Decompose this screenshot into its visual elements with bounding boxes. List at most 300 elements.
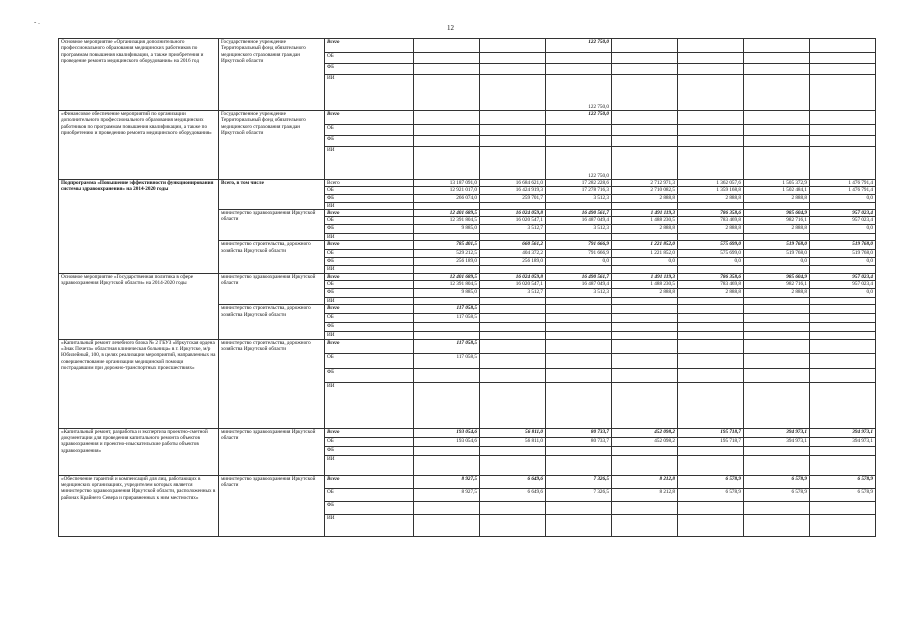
funding-source: Всего [325, 475, 414, 488]
value-cell [744, 298, 810, 305]
value-cell: 957 023,4 [810, 281, 876, 289]
value-cell [744, 446, 810, 455]
value-cell [678, 75, 744, 111]
value-cell [612, 332, 678, 339]
funding-source: Всего [325, 180, 414, 187]
value-cell [678, 64, 744, 75]
value-cell: 1 221 852,0 [612, 241, 678, 250]
funding-source: ОБ [325, 353, 414, 368]
executor-name: Государственное учреждение Территориальный фонд обязательного медицинского страхования граждан Иркутской области [219, 111, 325, 180]
value-cell [480, 501, 546, 514]
value-cell: 6 578,9 [744, 475, 810, 488]
table-row [59, 428, 876, 437]
value-cell [810, 298, 876, 305]
value-cell: 3 512,3 [546, 194, 612, 202]
value-cell [546, 53, 612, 64]
value-cell [678, 234, 744, 241]
funding-source: ИИ [325, 75, 414, 111]
value-cell: 394 973,1 [744, 437, 810, 446]
funding-source: Всего [325, 241, 414, 250]
value-cell [480, 234, 546, 241]
value-cell [744, 136, 810, 147]
value-cell [810, 202, 876, 209]
activity-name: Основное мероприятие «Государственная политика в сфере здравоохранения Иркутской области» на 2014-2020 годы [59, 273, 219, 339]
value-cell [678, 339, 744, 353]
value-cell [744, 332, 810, 339]
value-cell [810, 382, 876, 428]
value-cell [480, 314, 546, 323]
value-cell [546, 323, 612, 332]
executor-name: министерство строительства, дорожного хозяйства Иркутской области [219, 339, 325, 428]
funding-source: Всего [325, 428, 414, 437]
value-cell: 16 424 919,3 [480, 187, 546, 194]
value-cell: 6 578,9 [678, 475, 744, 488]
value-cell [810, 111, 876, 125]
value-cell: 9 885,0 [414, 289, 480, 298]
value-cell [546, 266, 612, 273]
value-cell [546, 125, 612, 136]
value-cell [744, 64, 810, 75]
value-cell: 193 054,6 [414, 428, 480, 437]
value-cell: 17 278 716,3 [546, 187, 612, 194]
value-cell [480, 202, 546, 209]
value-cell [810, 339, 876, 353]
value-cell [612, 234, 678, 241]
value-cell: 2 888,8 [744, 289, 810, 298]
value-cell: 16 490 561,7 [546, 273, 612, 280]
funding-source: ОБ [325, 125, 414, 136]
value-cell: 17 282 228,6 [546, 180, 612, 187]
value-cell [546, 446, 612, 455]
funding-source: ФБ [325, 289, 414, 298]
value-cell: 2 888,8 [744, 194, 810, 202]
executor-name: министерство здравоохранения Иркутской области [219, 475, 325, 536]
value-cell: 2 888,8 [612, 289, 678, 298]
value-cell [612, 202, 678, 209]
value-cell: 117 058,5 [414, 339, 480, 353]
value-cell [678, 53, 744, 64]
value-cell: 8 212,8 [612, 488, 678, 501]
value-cell: 0,0 [678, 258, 744, 266]
value-cell [546, 136, 612, 147]
value-cell: 0,0 [810, 225, 876, 234]
value-cell [414, 125, 480, 136]
table-row [59, 180, 876, 187]
value-cell [612, 53, 678, 64]
value-cell: 1 476 791,4 [810, 180, 876, 187]
value-cell [414, 446, 480, 455]
value-cell: 1 491 119,3 [612, 273, 678, 280]
funding-source: ОБ [325, 314, 414, 323]
funding-source: Всего [325, 273, 414, 280]
value-cell [546, 514, 612, 536]
value-cell: 6 578,9 [810, 488, 876, 501]
value-cell [678, 353, 744, 368]
value-cell [480, 111, 546, 125]
table-row [59, 111, 876, 125]
funding-source: ФБ [325, 323, 414, 332]
table-row [59, 475, 876, 488]
value-cell [480, 305, 546, 314]
value-cell [612, 75, 678, 111]
value-cell [414, 39, 480, 53]
value-cell [810, 75, 876, 111]
value-cell [612, 323, 678, 332]
value-cell [612, 111, 678, 125]
value-cell [744, 39, 810, 53]
value-cell: 2 888,8 [744, 225, 810, 234]
funding-source: ФБ [325, 446, 414, 455]
value-cell: 957 023,4 [810, 217, 876, 225]
value-cell: 13 187 091,0 [414, 180, 480, 187]
value-cell [744, 339, 810, 353]
value-cell [744, 314, 810, 323]
value-cell [546, 298, 612, 305]
activity-name: «Финансовое обеспечение мероприятий по организации дополнительного профессионального образования медицинских работников по программам повышения квалификации, а также по приобретению и проведению ремонта медицинского оборудования» [59, 111, 219, 180]
value-cell [810, 514, 876, 536]
value-cell [414, 455, 480, 475]
value-cell [744, 382, 810, 428]
value-cell [414, 147, 480, 180]
value-cell [678, 266, 744, 273]
value-cell [810, 136, 876, 147]
value-cell [744, 368, 810, 382]
value-cell [744, 323, 810, 332]
value-cell [414, 64, 480, 75]
value-cell [678, 501, 744, 514]
value-cell: 0,0 [810, 194, 876, 202]
funding-source: ИИ [325, 266, 414, 273]
executor-name: министерство здравоохранения Иркутской области [219, 428, 325, 475]
funding-source: ОБ [325, 53, 414, 64]
funding-source: ОБ [325, 187, 414, 194]
value-cell [546, 234, 612, 241]
value-cell: 0,0 [744, 258, 810, 266]
value-cell: 16 487 049,4 [546, 281, 612, 289]
value-cell: 791 666,9 [546, 250, 612, 258]
value-cell [612, 501, 678, 514]
value-cell [546, 353, 612, 368]
value-cell [480, 446, 546, 455]
value-cell [480, 323, 546, 332]
value-cell [810, 64, 876, 75]
value-cell [414, 332, 480, 339]
value-cell [612, 64, 678, 75]
value-cell [678, 323, 744, 332]
value-cell: 2 888,8 [678, 289, 744, 298]
value-cell [810, 314, 876, 323]
value-cell [678, 305, 744, 314]
value-cell [480, 75, 546, 111]
value-cell [414, 323, 480, 332]
funding-source: ФБ [325, 64, 414, 75]
value-cell [810, 332, 876, 339]
value-cell [480, 266, 546, 273]
value-cell: 1 488 230,5 [612, 281, 678, 289]
value-cell: 12 391 804,5 [414, 217, 480, 225]
value-cell [414, 202, 480, 209]
value-cell [678, 298, 744, 305]
value-cell [546, 501, 612, 514]
value-cell [480, 53, 546, 64]
value-cell: 2 888,8 [612, 225, 678, 234]
funding-source: ИИ [325, 514, 414, 536]
value-cell [678, 368, 744, 382]
value-cell: 259 701,7 [480, 194, 546, 202]
value-cell: 6 649,6 [480, 475, 546, 488]
value-cell: 2 888,8 [678, 225, 744, 234]
value-cell: 1 221 852,0 [612, 250, 678, 258]
value-cell: 8 212,8 [612, 475, 678, 488]
value-cell: 122 750,0 [546, 39, 612, 53]
value-cell: 3 512,3 [546, 289, 612, 298]
value-cell [810, 125, 876, 136]
value-cell: 6 578,9 [810, 475, 876, 488]
value-cell [744, 266, 810, 273]
value-cell [744, 53, 810, 64]
value-cell: 786 358,6 [678, 273, 744, 280]
value-cell: 1 488 230,5 [612, 217, 678, 225]
value-cell: 56 811,0 [480, 428, 546, 437]
value-cell [612, 382, 678, 428]
value-cell: 16 684 621,0 [480, 180, 546, 187]
value-cell: 12 921 017,0 [414, 187, 480, 194]
value-cell [678, 202, 744, 209]
value-cell: 16 020 547,1 [480, 217, 546, 225]
funding-source: ФБ [325, 501, 414, 514]
value-cell [612, 298, 678, 305]
value-cell [414, 382, 480, 428]
funding-source: ИИ [325, 455, 414, 475]
value-cell [678, 514, 744, 536]
value-cell [480, 455, 546, 475]
value-cell: 452 098,2 [612, 437, 678, 446]
value-cell [480, 298, 546, 305]
value-cell: 122 750,0 [546, 147, 612, 180]
value-cell [480, 125, 546, 136]
value-cell [612, 305, 678, 314]
value-cell [744, 305, 810, 314]
value-cell: 3 512,7 [480, 225, 546, 234]
value-cell: 2 888,8 [678, 194, 744, 202]
value-cell: 1 505 372,9 [744, 180, 810, 187]
activity-name: «Обеспечение гарантий и компенсаций для лиц, работающих в медицинских организациях, учредителем которых является министерство здравоохранения Иркутской области, расположенных в районах Крайнего Севера и приравненных к ним местностях» [59, 475, 219, 536]
value-cell [546, 382, 612, 428]
value-cell: 2 712 971,3 [612, 180, 678, 187]
funding-source: Всего [325, 339, 414, 353]
value-cell [678, 136, 744, 147]
value-cell: 452 098,2 [612, 428, 678, 437]
value-cell [678, 332, 744, 339]
value-cell [810, 501, 876, 514]
funding-source: ИИ [325, 147, 414, 180]
value-cell: 0,0 [546, 258, 612, 266]
value-cell: 1 476 791,4 [810, 187, 876, 194]
funding-source: Всего [325, 305, 414, 314]
value-cell: 575 699,0 [678, 250, 744, 258]
value-cell [744, 125, 810, 136]
corner-mark: - . [34, 18, 40, 26]
value-cell: 783 469,8 [678, 281, 744, 289]
budget-table [58, 38, 876, 537]
value-cell: 3 512,3 [546, 225, 612, 234]
funding-source: ФБ [325, 368, 414, 382]
table-row [59, 339, 876, 353]
value-cell: 783 469,8 [678, 217, 744, 225]
value-cell [810, 455, 876, 475]
value-cell [480, 368, 546, 382]
value-cell: 6 578,9 [744, 488, 810, 501]
executor-name: Государственное учреждение Территориальный фонд обязательного медицинского страхования граждан Иркутской области [219, 39, 325, 111]
value-cell [744, 202, 810, 209]
value-cell [612, 147, 678, 180]
value-cell: 0,0 [612, 258, 678, 266]
value-cell [744, 111, 810, 125]
value-cell [414, 111, 480, 125]
value-cell [678, 455, 744, 475]
value-cell: 80 733,7 [546, 428, 612, 437]
value-cell [546, 339, 612, 353]
funding-source: Всего [325, 111, 414, 125]
value-cell: 791 666,9 [546, 241, 612, 250]
value-cell [810, 53, 876, 64]
value-cell [612, 136, 678, 147]
value-cell [612, 39, 678, 53]
value-cell [810, 234, 876, 241]
value-cell [480, 339, 546, 353]
value-cell [810, 353, 876, 368]
value-cell [480, 39, 546, 53]
value-cell: 12 401 689,5 [414, 273, 480, 280]
value-cell [546, 368, 612, 382]
funding-source: Всего [325, 39, 414, 53]
funding-source: ИИ [325, 202, 414, 209]
value-cell: 195 718,7 [678, 437, 744, 446]
funding-source: ИИ [325, 332, 414, 339]
value-cell [678, 111, 744, 125]
value-cell: 256 189,0 [480, 258, 546, 266]
value-cell: 12 401 689,5 [414, 209, 480, 216]
activity-name: Основное мероприятие «Организация дополнительного профессионального образования медицинских работников по программам повышения квалификации, а также приобретения и проведение ремонта медицинского оборудования» на 2016 год [59, 39, 219, 111]
value-cell [810, 266, 876, 273]
value-cell [612, 314, 678, 323]
value-cell [678, 147, 744, 180]
value-cell [744, 455, 810, 475]
value-cell [546, 332, 612, 339]
value-cell: 982 716,1 [744, 217, 810, 225]
value-cell [414, 501, 480, 514]
value-cell: 957 023,4 [810, 273, 876, 280]
value-cell [810, 368, 876, 382]
value-cell [612, 125, 678, 136]
value-cell [612, 455, 678, 475]
funding-source: ОБ [325, 281, 414, 289]
value-cell: 8 927,5 [414, 488, 480, 501]
value-cell: 3 512,7 [480, 289, 546, 298]
funding-source: ОБ [325, 250, 414, 258]
funding-source: ФБ [325, 258, 414, 266]
value-cell [612, 339, 678, 353]
value-cell: 519 768,0 [744, 241, 810, 250]
value-cell: 0,0 [810, 289, 876, 298]
value-cell: 7 326,5 [546, 488, 612, 501]
value-cell: 404 372,2 [480, 250, 546, 258]
value-cell [744, 234, 810, 241]
value-cell [480, 332, 546, 339]
value-cell: 1 362 057,6 [678, 180, 744, 187]
value-cell [546, 64, 612, 75]
value-cell [414, 53, 480, 64]
executor-name: Всего, в том числе [219, 180, 325, 210]
value-cell [480, 514, 546, 536]
value-cell [678, 382, 744, 428]
value-cell: 8 927,5 [414, 475, 480, 488]
value-cell: 117 058,5 [414, 314, 480, 323]
funding-source: ИИ [325, 382, 414, 428]
value-cell [546, 202, 612, 209]
value-cell [612, 514, 678, 536]
value-cell: 0,0 [810, 258, 876, 266]
value-cell [810, 446, 876, 455]
value-cell: 394 973,1 [810, 437, 876, 446]
activity-name: Подпрограмма «Повышение эффективности функционирования системы здравоохранения» на 2014-2020 годы [59, 180, 219, 274]
value-cell [678, 125, 744, 136]
value-cell: 56 811,0 [480, 437, 546, 446]
funding-source: ФБ [325, 136, 414, 147]
value-cell [744, 353, 810, 368]
value-cell [546, 314, 612, 323]
funding-source: ОБ [325, 217, 414, 225]
funding-source: ИИ [325, 298, 414, 305]
value-cell [414, 368, 480, 382]
value-cell: 786 358,6 [678, 209, 744, 216]
value-cell [744, 147, 810, 180]
value-cell: 1 359 168,8 [678, 187, 744, 194]
value-cell: 985 604,9 [744, 273, 810, 280]
value-cell: 519 768,0 [744, 250, 810, 258]
value-cell: 6 578,9 [678, 488, 744, 501]
executor-name: министерство строительства, дорожного хозяйства Иркутской области [219, 241, 325, 273]
activity-name: «Капитальный ремонт, разработка и экспертиза проектно-сметной документации для проведения капитального ремонта объектов здравоохранения и проектно-изыскательские работы объектов здравоохранения» [59, 428, 219, 475]
table-row [59, 273, 876, 280]
value-cell [612, 446, 678, 455]
value-cell: 16 020 547,1 [480, 281, 546, 289]
value-cell: 982 716,1 [744, 281, 810, 289]
value-cell [480, 382, 546, 428]
value-cell [480, 353, 546, 368]
page-number: 12 [447, 24, 454, 32]
value-cell: 266 074,0 [414, 194, 480, 202]
value-cell [810, 305, 876, 314]
value-cell: 2 888,8 [612, 194, 678, 202]
value-cell: 957 023,4 [810, 209, 876, 216]
value-cell: 1 502 484,1 [744, 187, 810, 194]
value-cell: 12 391 804,5 [414, 281, 480, 289]
value-cell: 394 973,1 [744, 428, 810, 437]
value-cell: 394 973,1 [810, 428, 876, 437]
value-cell: 2 710 082,5 [612, 187, 678, 194]
funding-source: ФБ [325, 225, 414, 234]
value-cell: 117 058,5 [414, 353, 480, 368]
value-cell: 117 058,5 [414, 305, 480, 314]
value-cell [414, 266, 480, 273]
funding-source: ОБ [325, 488, 414, 501]
value-cell: 985 604,9 [744, 209, 810, 216]
value-cell [480, 64, 546, 75]
value-cell: 6 649,6 [480, 488, 546, 501]
value-cell [414, 136, 480, 147]
value-cell: 9 885,0 [414, 225, 480, 234]
